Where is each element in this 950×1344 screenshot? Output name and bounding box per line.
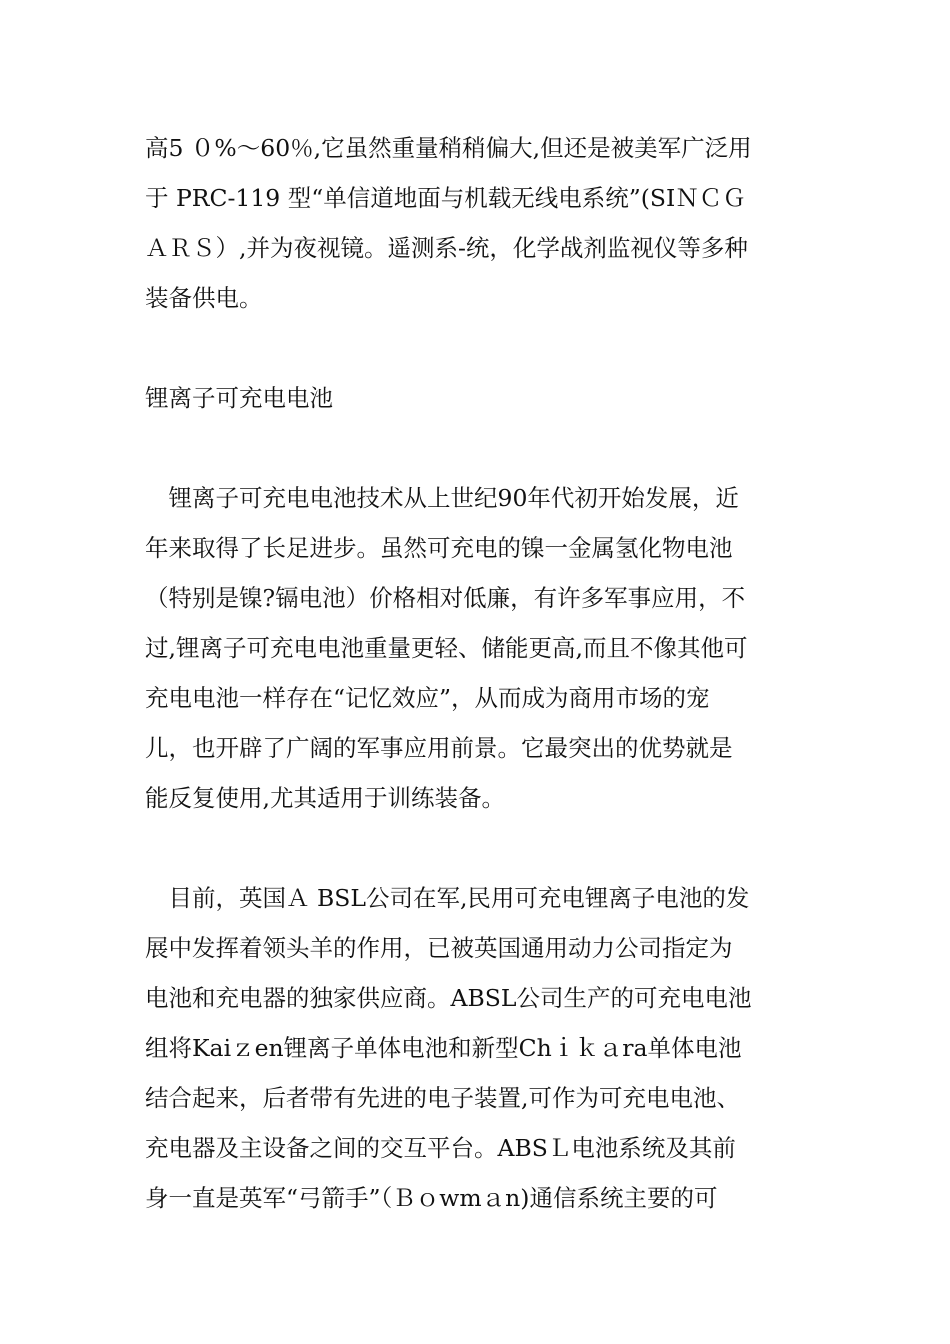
paragraph-2-line-3: （特别是镍?镉电池）价格相对低廉，有许多军事应用，不	[145, 584, 746, 612]
paragraph-1-line-1: 高5 ０%～60％,它虽然重量稍稍偏大,但还是被美军广泛用	[145, 134, 752, 162]
paragraph-2-line-7: 能反复使用,尤其适用于训练装备。	[145, 784, 505, 812]
paragraph-1-line-2: 于 PRC-119 型“单信道地面与机载无线电系统”(SIＮＣＧ	[145, 184, 746, 212]
paragraph-3-line-3: 电池和充电器的独家供应商。ABSL公司生产的可充电电池	[145, 984, 752, 1012]
paragraph-3-line-4: 组将Kaiｚen锂离子单体电池和新型Chｉｋａra单体电池	[145, 1034, 742, 1062]
paragraph-1-line-4: 装备供电。	[145, 284, 263, 312]
paragraph-2-line-4: 过,锂离子可充电电池重量更轻、储能更高,而且不像其他可	[145, 634, 748, 662]
paragraph-3-line-5: 结合起来，后者带有先进的电子装置,可作为可充电电池、	[145, 1084, 740, 1112]
paragraph-2-line-1: 锂离子可充电电池技术从上世纪90年代初开始发展，近	[145, 484, 739, 512]
paragraph-3-line-1: 目前，英国Ａ BSL公司在军,民用可充电锂离子电池的发	[145, 884, 750, 912]
paragraph-2-line-2: 年来取得了长足进步。虽然可充电的镍一金属氢化物电池	[145, 534, 733, 562]
paragraph-1-line-3: ＡＲＳ）,并为夜视镜。遥测系-统，化学战剂监视仪等多种	[145, 234, 748, 262]
paragraph-3-line-6: 充电器及主设备之间的交互平台。ABSＬ电池系统及其前	[145, 1134, 736, 1162]
paragraph-2-line-6: 儿，也开辟了广阔的军事应用前景。它最突出的优势就是	[145, 734, 733, 762]
section-heading: 锂离子可充电电池	[145, 384, 333, 412]
paragraph-3-line-2: 展中发挥着领头羊的作用，已被英国通用动力公司指定为	[145, 934, 733, 962]
paragraph-3-line-7: 身一直是英军“弓箭手”（Ｂｏwmａn)通信系统主要的可	[145, 1184, 718, 1212]
paragraph-2-line-5: 充电电池一样存在“记忆效应”，从而成为商用市场的宠	[145, 684, 710, 712]
